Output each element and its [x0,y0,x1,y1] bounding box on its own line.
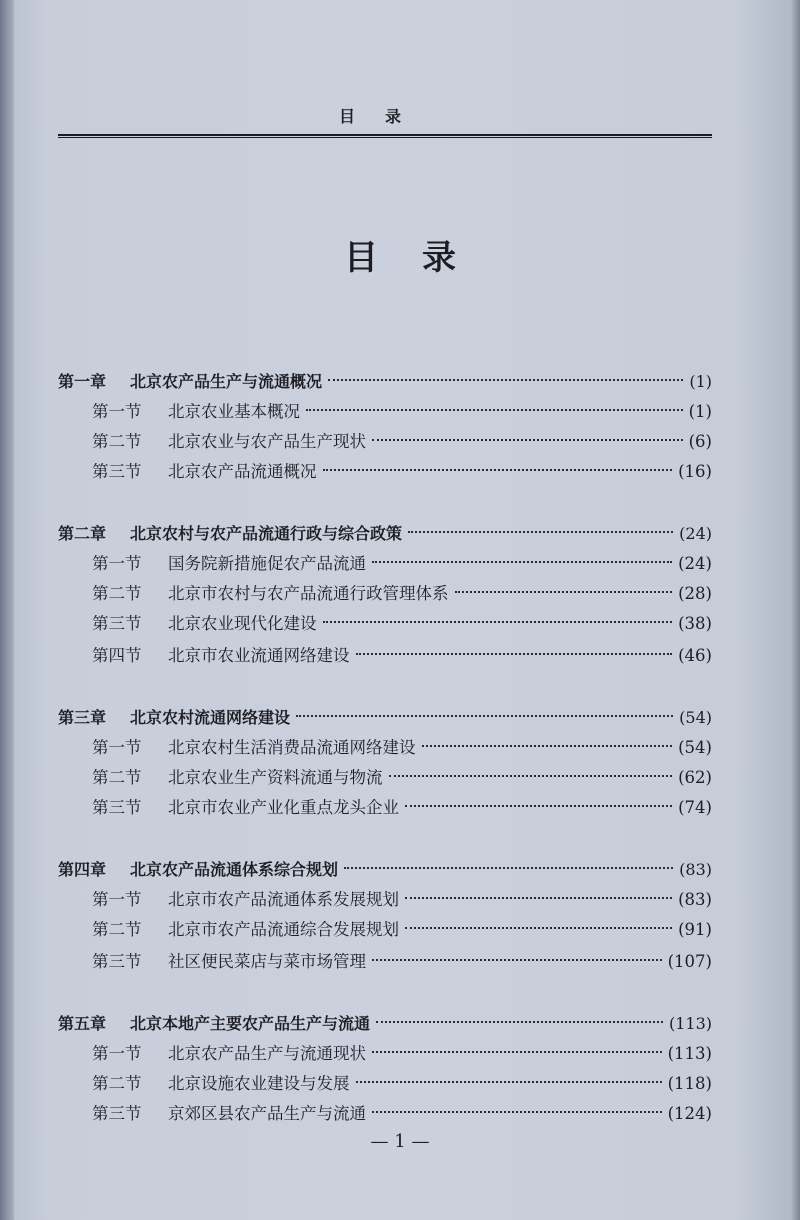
section-number: 第三节 [92,462,142,481]
toc-section-5-1[interactable] [92,1040,712,1068]
running-header: 目录 [338,107,431,126]
chapter-number: 第一章 [58,372,107,391]
page-number: (38) [678,614,712,633]
dot-leader [455,591,673,593]
section-title: 北京农产品流通概况 [168,462,317,481]
section-title: 北京农业现代化建设 [168,614,317,633]
section-number: 第二节 [92,432,142,451]
toc-chapter-2[interactable] [58,520,712,548]
toc-section-1-3[interactable] [92,458,712,486]
page-number: (16) [678,462,712,481]
section-number: 第一节 [92,1044,142,1063]
section-number: 第三节 [92,614,142,633]
toc-chapter-5[interactable] [58,1010,712,1038]
chapter-number: 第二章 [58,524,107,543]
toc-section-2-3[interactable] [92,610,712,638]
page-number: (62) [678,768,712,787]
section-number: 第三节 [92,952,142,971]
section-title: 北京市农产品流通综合发展规划 [168,920,399,939]
section-title: 北京农产品生产与流通现状 [168,1044,366,1063]
section-number: 第一节 [92,554,142,573]
toc-section-3-3[interactable] [92,794,712,822]
toc-section-3-1[interactable] [92,734,712,762]
dot-leader [323,621,673,623]
section-number: 第二节 [92,584,142,603]
section-number: 第四节 [92,646,142,665]
page-number: (54) [678,738,712,757]
section-number: 第三节 [92,1104,142,1123]
page-number: (107) [667,952,712,971]
toc-chapter-3[interactable] [58,704,712,732]
page-number: (118) [667,1074,712,1093]
section-title: 北京市农村与农产品流通行政管理体系 [168,584,449,603]
toc-section-1-2[interactable] [92,428,712,456]
toc-section-2-1[interactable] [92,550,712,578]
dot-leader [405,805,672,807]
section-title: 北京农业生产资料流通与物流 [168,768,383,787]
section-number: 第二节 [92,920,142,939]
page-number: (54) [679,708,712,727]
dot-leader [422,745,673,747]
section-number: 第三节 [92,798,142,817]
dot-leader [372,959,662,961]
page-number: (28) [678,584,712,603]
dot-leader [344,867,673,869]
section-title: 京郊区县农产品生产与流通 [168,1104,366,1123]
toc-section-4-2[interactable] [92,916,712,944]
page-number: (74) [678,798,712,817]
dot-leader [323,469,673,471]
section-title: 北京市农业流通网络建设 [168,646,350,665]
page-title: 目录 [344,238,500,278]
chapter-number: 第三章 [58,708,107,727]
dot-leader [408,531,673,533]
dot-leader [356,1081,662,1083]
section-title: 北京农业基本概况 [168,402,300,421]
toc-section-4-1[interactable] [92,886,712,914]
section-title: 国务院新措施促农产品流通 [168,554,366,573]
section-number: 第二节 [92,768,142,787]
page-number: (24) [679,524,712,543]
toc-section-5-2[interactable] [92,1070,712,1098]
section-title: 北京设施农业建设与发展 [168,1074,350,1093]
dot-leader [372,1111,662,1113]
page-number: (124) [667,1104,712,1123]
section-number: 第一节 [92,890,142,909]
page-number: (24) [678,554,712,573]
page-folio: — 1 — [370,1131,430,1152]
section-title: 北京市农产品流通体系发展规划 [168,890,399,909]
page-number: (83) [679,860,712,879]
toc-chapter-4[interactable] [58,856,712,884]
page-number: (1) [689,372,712,391]
dot-leader [372,1051,662,1053]
dot-leader [405,927,672,929]
toc-chapter-1[interactable] [58,368,712,396]
dot-leader [372,561,672,563]
section-title: 社区便民菜店与菜市场管理 [168,952,366,971]
dot-leader [356,653,673,655]
chapter-number: 第四章 [58,860,107,879]
page-number: (46) [678,646,712,665]
section-number: 第一节 [92,402,142,421]
dot-leader [306,409,683,411]
section-number: 第二节 [92,1074,142,1093]
chapter-title: 北京本地产主要农产品生产与流通 [130,1014,371,1033]
section-number: 第一节 [92,738,142,757]
dot-leader [296,715,673,717]
dot-leader [389,775,673,777]
toc-section-4-3[interactable] [92,948,712,976]
page-number: (91) [678,920,712,939]
page-number: (113) [668,1014,712,1033]
page-number: (83) [678,890,712,909]
toc-section-3-2[interactable] [92,764,712,792]
chapter-number: 第五章 [58,1014,107,1033]
toc-section-2-2[interactable] [92,580,712,608]
section-title: 北京农业与农产品生产现状 [168,432,366,451]
chapter-title: 北京农村与农产品流通行政与综合政策 [130,524,403,543]
page-number: (1) [688,402,712,421]
section-title: 北京市农业产业化重点龙头企业 [168,798,399,817]
chapter-title: 北京农产品流通体系综合规划 [130,860,339,879]
toc-section-5-3[interactable] [92,1100,712,1128]
dot-leader [405,897,672,899]
dot-leader [328,379,683,381]
chapter-title: 北京农产品生产与流通概况 [130,372,323,391]
toc-section-1-1[interactable] [92,398,712,426]
section-title: 北京农村生活消费品流通网络建设 [168,738,416,757]
toc-section-2-4[interactable] [92,642,712,670]
chapter-title: 北京农村流通网络建设 [130,708,291,727]
page-number: (113) [667,1044,712,1063]
page-number: (6) [688,432,712,451]
dot-leader [372,439,683,441]
dot-leader [376,1021,663,1023]
